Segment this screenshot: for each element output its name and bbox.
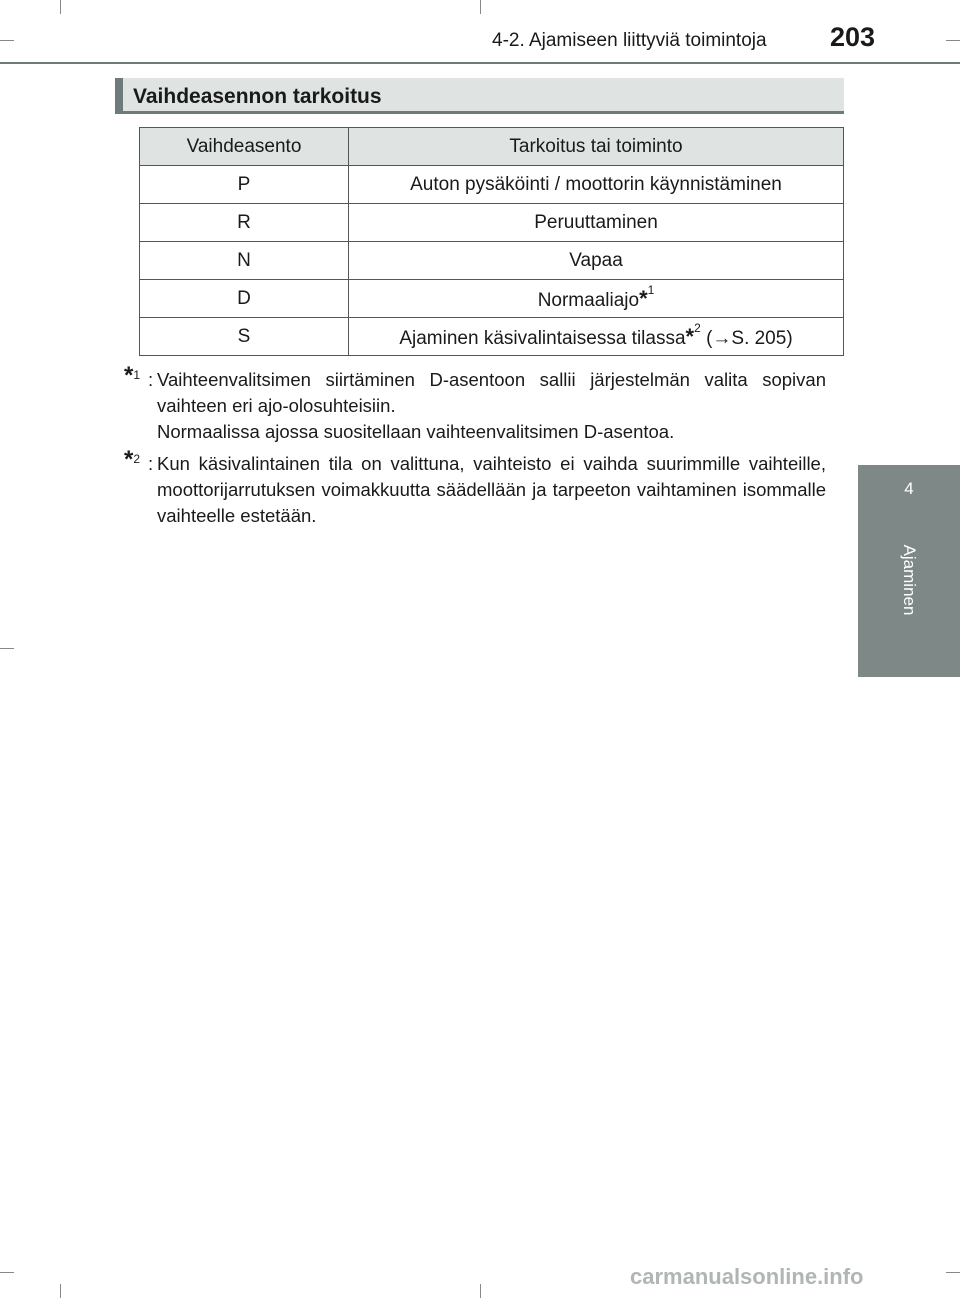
gear-purpose-cell: Peruuttaminen xyxy=(349,204,844,242)
footnote-star: * xyxy=(685,323,695,349)
crop-mark xyxy=(60,1284,61,1298)
table-row xyxy=(140,280,844,318)
footnote-colon: : xyxy=(148,369,154,390)
table-header-position: Vaihdeasento xyxy=(140,128,349,166)
section-heading-bar xyxy=(115,78,123,111)
watermark: carmanualsonline.info xyxy=(630,1264,864,1289)
footnote-marker xyxy=(124,363,140,390)
gear-position-cell: R xyxy=(140,204,349,242)
gear-position-cell: P xyxy=(140,166,349,204)
gear-position-cell: S xyxy=(140,318,349,356)
chapter-side-tab xyxy=(858,465,960,677)
footnote-2 xyxy=(124,446,826,529)
footnote-marker xyxy=(124,447,140,474)
footnote-number: 2 xyxy=(133,452,141,466)
footnotes xyxy=(124,362,826,535)
table-header-row xyxy=(140,128,844,166)
page-number: 203 xyxy=(830,22,876,52)
section-heading-text: Vaihdeasennon tarkoitus xyxy=(133,85,382,108)
page-reference: (→S. 205) xyxy=(706,327,793,349)
gear-position-cell: N xyxy=(140,242,349,280)
gear-position-table xyxy=(139,127,844,356)
footnote-number: 1 xyxy=(133,368,141,382)
header-section-title: 4-2. Ajamiseen liittyviä toimintoja xyxy=(492,30,767,51)
table-row xyxy=(140,166,844,204)
purpose-text: Ajaminen käsivalintaisessa tilassa xyxy=(399,327,686,349)
crop-mark xyxy=(946,40,960,41)
header-rule xyxy=(0,62,960,64)
footnote-text: Normaalissa ajossa suositellaan vaihteenvalitsimen D-asentoa. xyxy=(157,421,675,442)
gear-purpose-cell xyxy=(349,280,844,318)
chapter-title: Ajaminen xyxy=(900,544,919,616)
footnote-star: * xyxy=(124,362,134,389)
footnote-colon: : xyxy=(148,453,154,474)
footnote-ref-number: 1 xyxy=(647,282,655,297)
chapter-number: 4 xyxy=(904,479,914,498)
crop-mark xyxy=(480,1284,481,1298)
purpose-text: Normaaliajo xyxy=(537,289,640,311)
crop-mark xyxy=(0,648,14,649)
table-row xyxy=(140,204,844,242)
footnote-ref-number: 2 xyxy=(694,320,701,335)
footnote-1 xyxy=(124,362,826,445)
gear-position-cell: D xyxy=(140,280,349,318)
crop-mark xyxy=(0,40,14,41)
footnote-star: * xyxy=(639,285,648,311)
gear-purpose-cell: Auton pysäköinti / moottorin käynnistäminen xyxy=(349,166,844,204)
crop-mark xyxy=(60,0,61,14)
gear-purpose-cell xyxy=(349,318,844,356)
crop-mark xyxy=(480,0,481,14)
table-header-purpose: Tarkoitus tai toiminto xyxy=(349,128,844,166)
footnote-text: Kun käsivalintainen tila on valittuna, vaihteisto ei vaihda suurimmille vaihteille, moottorijarrutuksen voimakkuutta säädellään ja tarpeeton vaihtaminen isommalle vaihteelle estetään. xyxy=(157,453,826,526)
footnote-text: Vaihteenvalitsimen siirtäminen D-asentoon sallii järjestelmän valita sopivan vaihteen eri ajo-olosuhteisiin. xyxy=(157,369,826,416)
table-row xyxy=(140,318,844,356)
footnote-star: * xyxy=(124,446,134,473)
table-row xyxy=(140,242,844,280)
crop-mark xyxy=(946,1272,960,1273)
section-heading xyxy=(115,78,844,114)
crop-mark xyxy=(0,1272,14,1273)
gear-purpose-cell: Vapaa xyxy=(349,242,844,280)
